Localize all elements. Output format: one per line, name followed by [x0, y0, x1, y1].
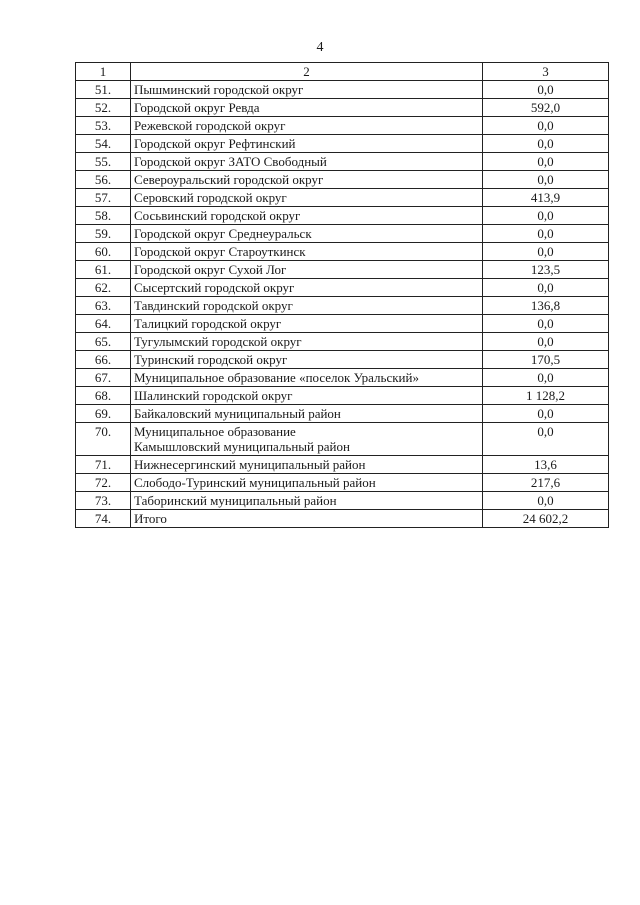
table-row — [76, 225, 609, 243]
amount-cell: 170,5 — [483, 351, 609, 369]
municipality-name-line: Муниципальное образование «поселок Уральский» — [134, 370, 419, 385]
row-number-cell: 63. — [76, 297, 131, 315]
row-number-cell: 74. — [76, 510, 131, 528]
table-row — [76, 189, 609, 207]
table-row — [76, 243, 609, 261]
row-number-cell: 53. — [76, 117, 131, 135]
row-number-cell: 72. — [76, 474, 131, 492]
municipality-name-line: Таборинский муниципальный район — [134, 493, 337, 508]
municipality-name-cell — [131, 423, 483, 456]
table-row — [76, 99, 609, 117]
municipality-name-cell — [131, 261, 483, 279]
amount-cell: 0,0 — [483, 279, 609, 297]
table-row — [76, 492, 609, 510]
municipality-name-line: Североуральский городской округ — [134, 172, 324, 187]
municipality-name-cell — [131, 510, 483, 528]
municipality-name-line: Итого — [134, 511, 167, 526]
amount-cell: 0,0 — [483, 207, 609, 225]
table-row — [76, 369, 609, 387]
table-row — [76, 81, 609, 99]
table-row — [76, 387, 609, 405]
amount-cell: 24 602,2 — [483, 510, 609, 528]
table-row — [76, 261, 609, 279]
municipality-name-line: Туринский городской округ — [134, 352, 288, 367]
amount-cell: 0,0 — [483, 333, 609, 351]
amount-cell: 0,0 — [483, 171, 609, 189]
municipality-name-cell — [131, 474, 483, 492]
table-row — [76, 510, 609, 528]
row-number-cell: 70. — [76, 423, 131, 456]
row-number-cell: 65. — [76, 333, 131, 351]
amount-cell: 123,5 — [483, 261, 609, 279]
amount-cell: 13,6 — [483, 456, 609, 474]
municipality-name-cell — [131, 153, 483, 171]
municipality-name-cell — [131, 207, 483, 225]
row-number-cell: 73. — [76, 492, 131, 510]
municipality-name-cell — [131, 99, 483, 117]
amount-cell: 0,0 — [483, 225, 609, 243]
amount-cell: 0,0 — [483, 243, 609, 261]
page-number: 4 — [316, 40, 324, 55]
municipality-name-line: Тавдинский городской округ — [134, 298, 293, 313]
municipality-name-line: Муниципальное образование — [134, 424, 296, 439]
row-number-cell: 67. — [76, 369, 131, 387]
municipality-name-line: Шалинский городской округ — [134, 388, 293, 403]
municipality-name-cell — [131, 117, 483, 135]
municipality-name-cell — [131, 351, 483, 369]
header-cell-name: 2 — [131, 63, 483, 81]
table-row — [76, 117, 609, 135]
amount-cell: 0,0 — [483, 369, 609, 387]
amount-cell: 0,0 — [483, 423, 609, 456]
municipality-name-line: Городской округ Рефтинский — [134, 136, 296, 151]
row-number-cell: 69. — [76, 405, 131, 423]
municipality-name-cell — [131, 456, 483, 474]
amount-cell: 413,9 — [483, 189, 609, 207]
municipality-name-line: Городской округ Сухой Лог — [134, 262, 287, 277]
row-number-cell: 56. — [76, 171, 131, 189]
municipality-name-cell — [131, 333, 483, 351]
header-cell-number: 1 — [76, 63, 131, 81]
table-row — [76, 333, 609, 351]
amount-cell: 0,0 — [483, 135, 609, 153]
amount-cell: 1 128,2 — [483, 387, 609, 405]
table-row — [76, 153, 609, 171]
municipality-name-line: Байкаловский муниципальный район — [134, 406, 341, 421]
row-number-cell: 57. — [76, 189, 131, 207]
municipality-name-line: Городской округ Староуткинск — [134, 244, 306, 259]
municipality-name-cell — [131, 243, 483, 261]
amount-cell: 0,0 — [483, 81, 609, 99]
municipality-name-cell — [131, 171, 483, 189]
row-number-cell: 54. — [76, 135, 131, 153]
table-row — [76, 171, 609, 189]
amount-cell: 136,8 — [483, 297, 609, 315]
row-number-cell: 52. — [76, 99, 131, 117]
municipality-name-line: Камышловский муниципальный район — [134, 439, 350, 454]
municipality-name-cell — [131, 369, 483, 387]
row-number-cell: 71. — [76, 456, 131, 474]
table-row — [76, 474, 609, 492]
municipality-name-cell — [131, 135, 483, 153]
municipality-name-line: Пышминский городской округ — [134, 82, 304, 97]
municipality-name-line: Сосьвинский городской округ — [134, 208, 301, 223]
municipality-name-cell — [131, 492, 483, 510]
table-header-row — [76, 63, 609, 81]
municipality-name-line: Талицкий городской округ — [134, 316, 282, 331]
municipality-name-line: Сысертский городской округ — [134, 280, 295, 295]
municipality-name-cell — [131, 279, 483, 297]
amount-cell: 0,0 — [483, 405, 609, 423]
row-number-cell: 58. — [76, 207, 131, 225]
table-row — [76, 405, 609, 423]
row-number-cell: 59. — [76, 225, 131, 243]
header-cell-value: 3 — [483, 63, 609, 81]
municipality-name-line: Нижнесергинский муниципальный район — [134, 457, 366, 472]
amount-cell: 0,0 — [483, 153, 609, 171]
row-number-cell: 62. — [76, 279, 131, 297]
table-row — [76, 351, 609, 369]
table-row — [76, 423, 609, 456]
table-row — [76, 456, 609, 474]
table-row — [76, 315, 609, 333]
municipality-name-cell — [131, 315, 483, 333]
allocation-table — [75, 62, 609, 528]
amount-cell: 217,6 — [483, 474, 609, 492]
municipality-name-line: Режевской городской округ — [134, 118, 286, 133]
municipality-name-line: Городской округ Среднеуральск — [134, 226, 312, 241]
row-number-cell: 61. — [76, 261, 131, 279]
table-row — [76, 207, 609, 225]
row-number-cell: 51. — [76, 81, 131, 99]
municipality-name-line: Городской округ Ревда — [134, 100, 260, 115]
municipality-name-cell — [131, 189, 483, 207]
municipality-name-line: Слободо-Туринский муниципальный район — [134, 475, 376, 490]
amount-cell: 0,0 — [483, 117, 609, 135]
municipality-name-cell — [131, 405, 483, 423]
municipality-name-cell — [131, 297, 483, 315]
table-row — [76, 135, 609, 153]
row-number-cell: 68. — [76, 387, 131, 405]
row-number-cell: 55. — [76, 153, 131, 171]
municipality-name-cell — [131, 387, 483, 405]
municipality-name-cell — [131, 81, 483, 99]
municipality-name-line: Городской округ ЗАТО Свободный — [134, 154, 327, 169]
table-row — [76, 297, 609, 315]
municipality-name-line: Серовский городской округ — [134, 190, 287, 205]
row-number-cell: 66. — [76, 351, 131, 369]
amount-cell: 592,0 — [483, 99, 609, 117]
row-number-cell: 60. — [76, 243, 131, 261]
table-row — [76, 279, 609, 297]
row-number-cell: 64. — [76, 315, 131, 333]
amount-cell: 0,0 — [483, 315, 609, 333]
amount-cell: 0,0 — [483, 492, 609, 510]
table-body — [76, 63, 609, 528]
municipality-name-line: Тугулымский городской округ — [134, 334, 302, 349]
municipality-name-cell — [131, 225, 483, 243]
